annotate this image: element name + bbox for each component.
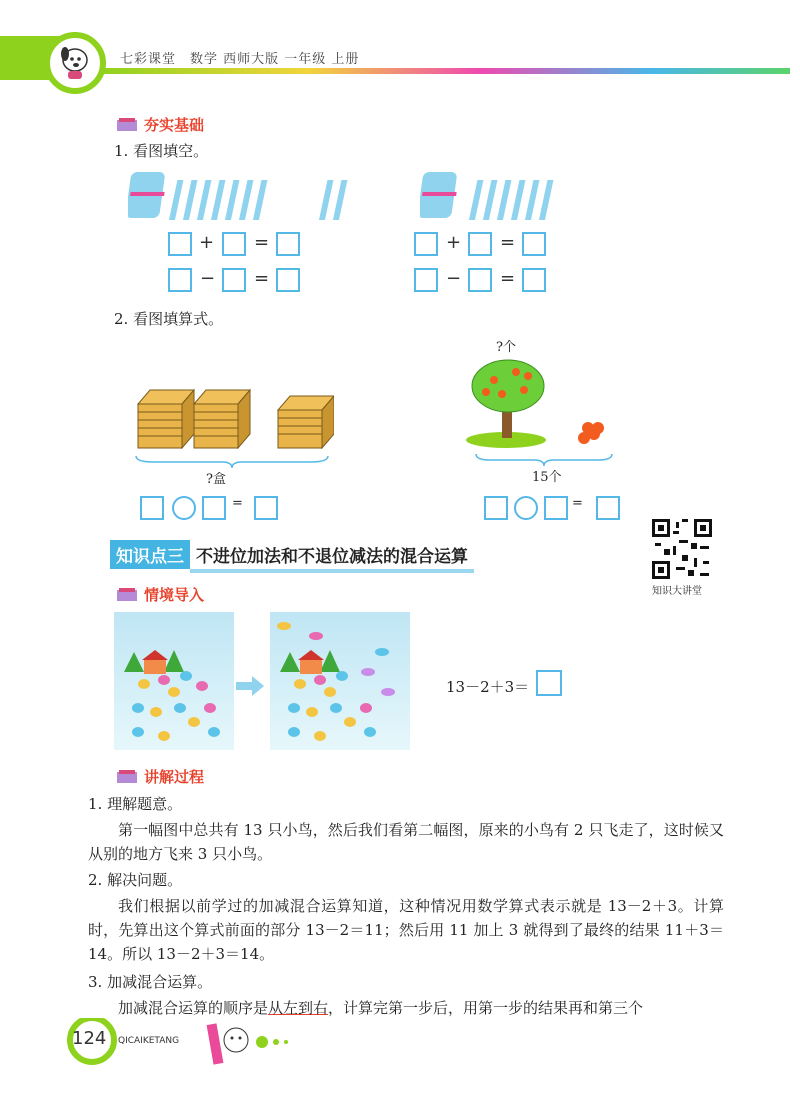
header-title: 七彩课堂 数学 西师大版 一年级 上册 [120,52,360,67]
answer-box[interactable] [468,232,492,256]
step-1-title: 1. 理解题意。 [88,795,183,813]
brace-left [134,454,330,470]
equals-sign: = [500,232,516,253]
answer-box[interactable] [168,268,192,292]
equals-sign: = [254,268,270,289]
answer-box[interactable] [222,268,246,292]
answer-box[interactable] [140,496,164,520]
oranges-pile [578,422,604,444]
orange-tree-illustration [466,358,616,450]
counting-sticks-right [420,168,570,224]
knowledge-point-title: 不进位加法和不退位减法的混合运算 [190,540,474,573]
section-title-basics [116,114,204,135]
header-mascot-badge [44,32,106,94]
step-3-text [88,996,724,1020]
answer-box[interactable] [544,496,568,520]
section-title-text: 夯实基础 [144,116,205,134]
question-1-label: 1. 看图填空。 [114,142,209,160]
answer-box[interactable] [536,670,562,696]
crayon-box-stack [138,390,194,448]
crayon-box-stack [278,396,334,448]
step-2-text: 我们根据以前学过的加减混合运算知道，这种情况用数学算式表示就是 13－2＋3。计算时，先算出这个算式前面的部分 13－2＝11；然后用 11 加上 3 就得到了最终的结果 11＋3＝14。所以 13－2＋3＝14。 [88,897,724,963]
right-caption: 15个 [532,470,562,485]
equals-sign: = [254,232,270,253]
header-rainbow-line [100,68,790,74]
step-3-emphasis: 从左到右 [268,999,329,1017]
equals-sign: = [500,268,516,289]
step-2-title: 2. 解决问题。 [88,871,183,889]
answer-box[interactable] [276,268,300,292]
tree-caption: ?个 [496,340,516,355]
step-3-title: 3. 加减混合运算。 [88,973,213,991]
notebook-icon [116,118,138,132]
notebook-icon [116,770,138,784]
arrow-right-icon [236,676,264,696]
operator-circle[interactable] [514,496,538,520]
birds-illustration [270,612,410,750]
crayon-box-stack [194,390,250,448]
dog-mascot-icon [50,38,100,88]
page-number: 124 [72,1028,107,1049]
question-2-label: 2. 看图填算式。 [114,310,224,328]
knowledge-point-heading [110,540,474,566]
plus-sign: + [446,232,462,253]
step-3-text-c: ，计算完第一步后，用第一步的结果再和第三个 [328,999,644,1017]
answer-box[interactable] [468,268,492,292]
answer-box[interactable] [276,232,300,256]
crayon-boxes-illustration [134,386,334,454]
answer-box[interactable] [168,232,192,256]
step-1-text: 第一幅图中总共有 13 只小鸟，然后我们看第二幅图，原来的小鸟有 2 只飞走了，这时候又从别的地方飞来 3 只小鸟。 [88,821,724,863]
counting-sticks-left [128,168,358,224]
qr-code-icon[interactable] [652,519,712,579]
stick-bundle-icon [128,172,165,218]
bird-scene-before [114,612,234,750]
notebook-icon [116,588,138,602]
answer-box[interactable] [414,232,438,256]
section-title-text: 情境导入 [144,586,205,604]
stick-bundle-icon [420,172,457,218]
plus-sign: + [199,232,215,253]
answer-box[interactable] [202,496,226,520]
answer-box[interactable] [414,268,438,292]
answer-box[interactable] [522,268,546,292]
step-3-text-a: 加减混合运算的顺序是 [118,999,269,1017]
scene-equation: 13－2＋3＝ [446,678,530,696]
answer-box[interactable] [254,496,278,520]
knowledge-point-tag: 知识点三 [110,540,190,569]
minus-sign: − [200,268,216,289]
birds-illustration [114,612,234,750]
equals-sign: = [572,496,583,511]
equals-sign: = [232,496,243,511]
answer-box[interactable] [484,496,508,520]
section-title-explanation [116,766,204,787]
section-title-intro [116,584,204,605]
answer-box[interactable] [596,496,620,520]
answer-box[interactable] [222,232,246,256]
bird-scene-after [270,612,410,750]
qr-caption: 知识大讲堂 [652,586,702,597]
minus-sign: − [446,268,462,289]
section-title-text: 讲解过程 [144,768,205,786]
operator-circle[interactable] [172,496,196,520]
left-caption: ?盒 [206,472,226,487]
footer-brand: QICAIKETANG [118,1036,180,1046]
answer-box[interactable] [522,232,546,256]
